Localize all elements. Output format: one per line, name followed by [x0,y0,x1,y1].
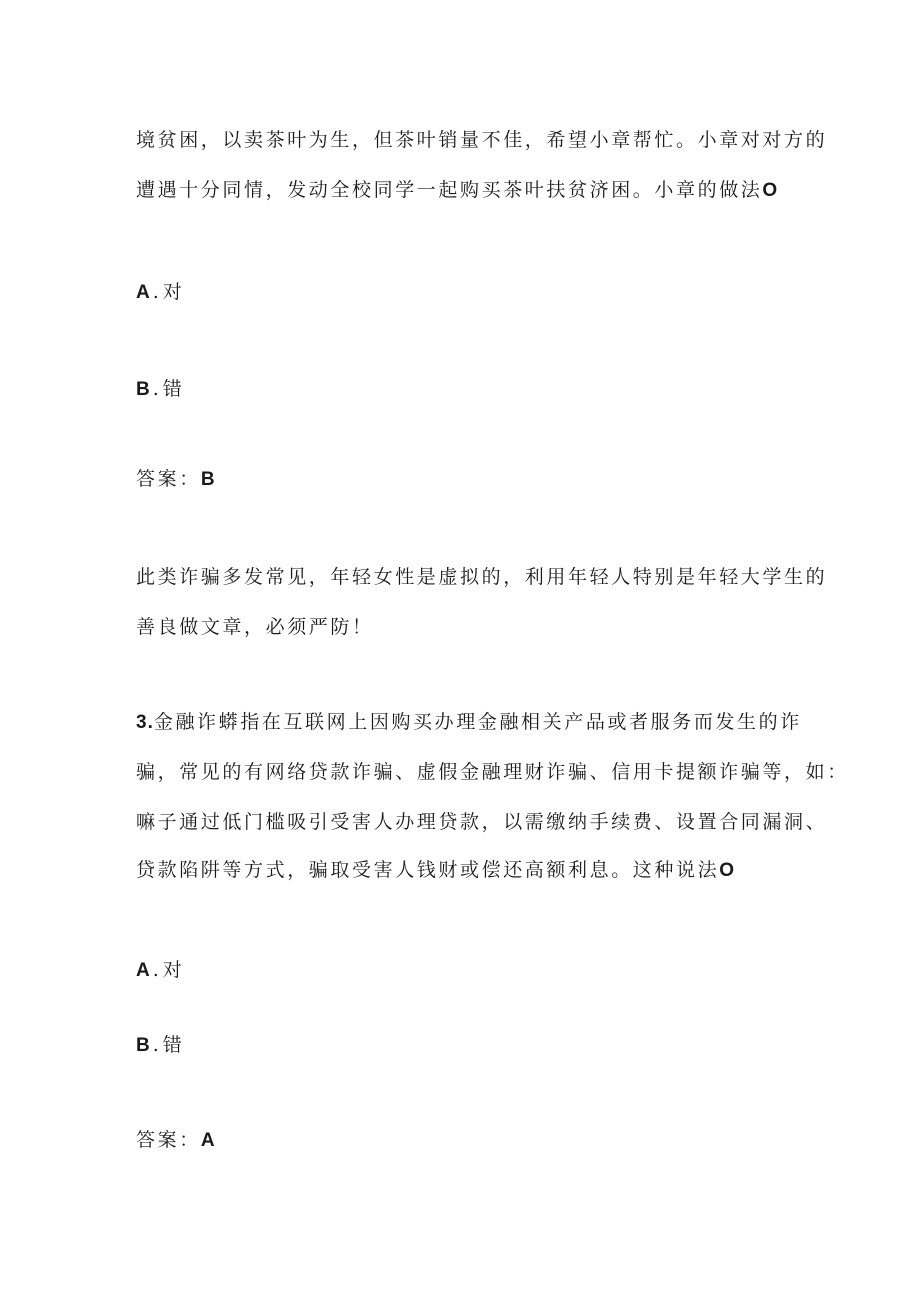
option-letter: B [136,379,151,400]
option-text: 对 [162,281,185,303]
question-stem-line [136,810,827,834]
answer-label: 答案： [136,1129,201,1151]
stem-text: 嘛子通过低门槛吸引受害人办理贷款，以需缴纳手续费、设置合同漏洞、 [136,811,828,833]
option-a [136,958,184,983]
question-stem-line [136,178,777,203]
explanation-line [136,615,374,639]
answer-line [136,467,216,492]
stem-text: 金融诈蟒指在互联网上因购买办理金融相关产品或者服务而发生的诈 [153,711,802,733]
question-stem-line [136,128,827,152]
option-text: 对 [162,959,185,981]
answer-value: A [200,1130,216,1151]
option-a [136,280,184,305]
option-separator: . [152,959,159,981]
option-separator: . [152,281,159,303]
question-stem-line [136,710,802,735]
option-letter: B [136,1035,151,1056]
stem-text: 骗，常见的有网络贷款诈骗、虚假金融理财诈骗、信用卡提额诈骗等，如： [136,761,849,783]
option-separator: . [152,378,159,400]
answer-label: 答案： [136,468,201,490]
stem-text: 贷款陷阱等方式，骗取受害人钱财或偿还高额利息。这种说法 [136,859,720,881]
option-letter: A [136,282,151,303]
option-text: 错 [162,378,185,400]
explanation-text: 此类诈骗多发常见，年轻女性是虚拟的，利用年轻人特别是年轻大学生的 [136,566,828,588]
answer-value: B [200,469,216,490]
stem-text: 境贫困，以卖茶叶为生，但茶叶销量不佳，希望小章帮忙。小章对对方的 [136,129,828,151]
question-number: 3 [136,712,148,733]
explanation-line [136,565,827,589]
stem-text: 遭遇十分同情，发动全校同学一起购买茶叶扶贫济困。小章的做法 [136,179,763,201]
option-b [136,1033,184,1058]
option-text: 错 [162,1034,185,1056]
question-stem-line [136,858,734,883]
option-letter: A [136,960,151,981]
answer-line [136,1128,216,1153]
option-separator: . [152,1034,159,1056]
answer-blank: O [762,180,778,201]
explanation-text: 善良做文章，必须严防！ [136,616,374,638]
option-b [136,377,184,402]
question-stem-line [136,760,849,784]
question-number-separator: . [147,712,154,733]
answer-blank: O [719,860,734,881]
